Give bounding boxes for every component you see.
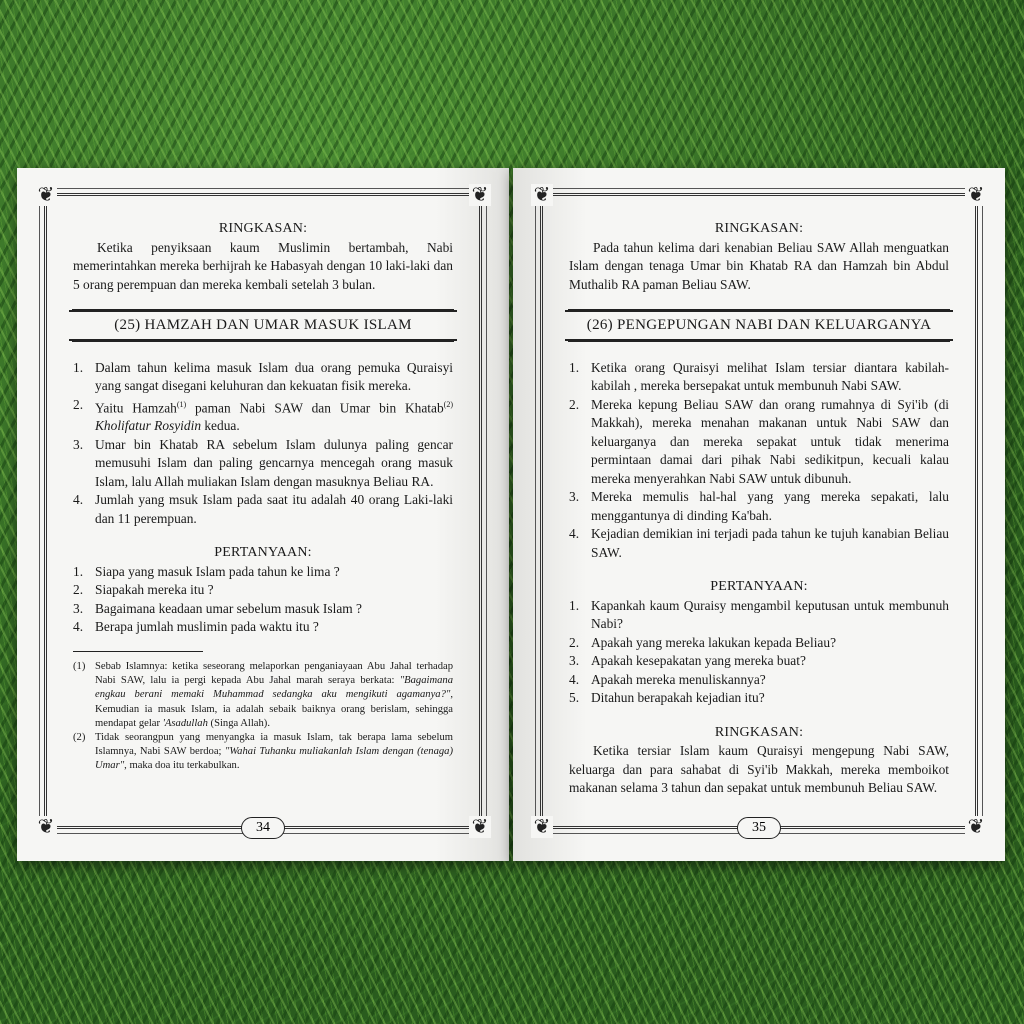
question-item: 4. Berapa jumlah muslimin pada waktu itu ? xyxy=(73,619,319,635)
corner-ornament-icon: ❦ xyxy=(35,184,57,206)
footnote: (2) Tidak seorangpun yang menyangka ia masuk Islam, tak berapa lama sebelum Islamnya, Nabi SAW berdoa; "Wahai Tuhanku muliakanlah Islam dengan (tenaga) Umar", maka doa itu terkabulkan. xyxy=(73,731,453,772)
corner-ornament-icon: ❦ xyxy=(965,816,987,838)
list-item: 2. Mereka kepung Beliau SAW dan orang rumahnya di Syi'ib (di Makkah), mereka menahan makanan untuk Nabi SAW dan keluarganya dan mereka sepakat untuk tidak menerima permintaan damai dari pihak Nabi sedikitpun, kecuali kalau mereka menyerahkan Nabi SAW untuk dibunuh. xyxy=(569,396,949,486)
list-item: 1. Dalam tahun kelima masuk Islam dua orang pemuka Quraisyi yang sangat disegani keluhuran dan kekuatan fisik mereka. xyxy=(73,359,453,393)
page-number: 35 xyxy=(737,817,781,839)
list-item: 1. Ketika orang Quraisyi melihat Islam tersiar diantara kabilah-kabilah , mereka bersepakat untuk membunuh Nabi SAW. xyxy=(569,359,949,393)
list-item: 3. Mereka memulis hal-hal yang yang mereka sepakati, lalu menggantunya di dinding Ka'bah. xyxy=(569,489,949,523)
question-item: 3. Apakah kesepakatan yang mereka buat? xyxy=(569,653,806,668)
question-item: 1. Siapa yang masuk Islam pada tahun ke lima ? xyxy=(73,563,340,579)
footnotes xyxy=(73,660,453,774)
list-item: 4. Jumlah yang msuk Islam pada saat itu adalah 40 orang Laki-laki dan 11 perempuan. xyxy=(73,492,453,526)
corner-ornament-icon: ❦ xyxy=(965,184,987,206)
questions-list xyxy=(73,563,453,637)
footnote: (1) Sebab Islamnya: ketika seseorang melaporkan penganiayaan Abu Jahal terhadap Nabi SAW, lalu ia pergi kepada Abu Jahal marah seraya berkata: "Bagaimana engkau berani memaki Muhammad sedangka aku mengikuti agamanya?", Kemudian ia masuk Islam, ia adalah sebaik baiknya orang berislam, sehingga mendapat gelar 'Asadullah (Singa Allah). xyxy=(73,660,453,729)
questions-heading: PERTANYAAN: xyxy=(214,545,312,561)
page-number: 34 xyxy=(241,817,285,839)
footnote-ref[interactable]: (2) xyxy=(443,399,453,409)
summary2-heading: RINGKASAN: xyxy=(714,724,804,740)
section-title: (26) PENGEPUNGAN NABI DAN KELUARGANYA xyxy=(565,310,953,341)
questions-list xyxy=(569,597,949,708)
corner-ornament-icon: ❦ xyxy=(469,816,491,838)
question-item: 2. Apakah yang mereka lakukan kepada Beliau? xyxy=(569,634,837,650)
summary-heading: RINGKASAN: xyxy=(218,221,308,236)
left-page xyxy=(17,168,509,861)
right-page xyxy=(513,168,1005,861)
section-title: (25) HAMZAH DAN UMAR MASUK ISLAM xyxy=(69,310,457,341)
ornamental-border xyxy=(533,184,985,838)
footnote-ref[interactable]: (1) xyxy=(176,399,187,409)
list-item: 2. Yaitu Hamzah$^{(1)}$ paman Nabi SAW dan Umar bin Khatab$^{(2)}$ Kholifatur Rosyidin kedua. xyxy=(73,396,453,434)
corner-ornament-icon: ❦ xyxy=(35,816,57,838)
questions-heading: PERTANYAAN: xyxy=(710,579,808,594)
list-item: 3. Umar bin Khatab RA sebelum Islam dulunya paling gencar memusuhi Islam dan paling gencarnya mencegah orang masuk Islam, lalu Allah muliakan Islam dengan masuknya Beliau RA. xyxy=(73,436,453,489)
question-item: 1. Kapankah kaum Quraisy mengambil keputusan untuk membunuh Nabi? xyxy=(569,597,949,631)
summary-text: Ketika penyiksaan kaum Muslimin bertambah, Nabi memerintahkan mereka berhijrah ke Habasyah dengan 10 laki-laki dan 5 orang perempuan dan mereka kembali setelah 3 bulan. xyxy=(73,239,453,292)
summary2-text: Ketika tersiar Islam kaum Quraisyi mengepung Nabi SAW, keluarga dan para sahabat di Syi'ib Makkah, mereka memboikot makanan selama 3 tahun dan sepakat untuk membunuh Beliau SAW. xyxy=(569,743,949,795)
question-item: 5. Ditahun berapakah kejadian itu? xyxy=(569,690,765,705)
question-item: 3. Bagaimana keadaan umar sebelum masuk Islam ? xyxy=(73,600,362,616)
corner-ornament-icon: ❦ xyxy=(531,184,553,206)
list-item: 4. Kejadian demikian ini terjadi pada tahun ke tujuh kanabian Beliau SAW. xyxy=(569,526,949,560)
summary-heading: RINGKASAN: xyxy=(714,221,804,236)
question-item: 2. Siapakah mereka itu ? xyxy=(73,582,214,598)
footnote-divider xyxy=(73,651,203,652)
content-list xyxy=(569,359,949,563)
corner-ornament-icon: ❦ xyxy=(531,816,553,838)
summary-text: Pada tahun kelima dari kenabian Beliau SAW Allah menguatkan Islam dengan tenaga Umar bin Khatab RA dan Hamzah bin Abdul Muthalib RA paman Beliau SAW. xyxy=(569,239,949,292)
ornamental-border xyxy=(37,184,489,838)
content-list xyxy=(73,359,453,529)
corner-ornament-icon: ❦ xyxy=(469,184,491,206)
question-item: 4. Apakah mereka menuliskannya? xyxy=(569,671,766,687)
